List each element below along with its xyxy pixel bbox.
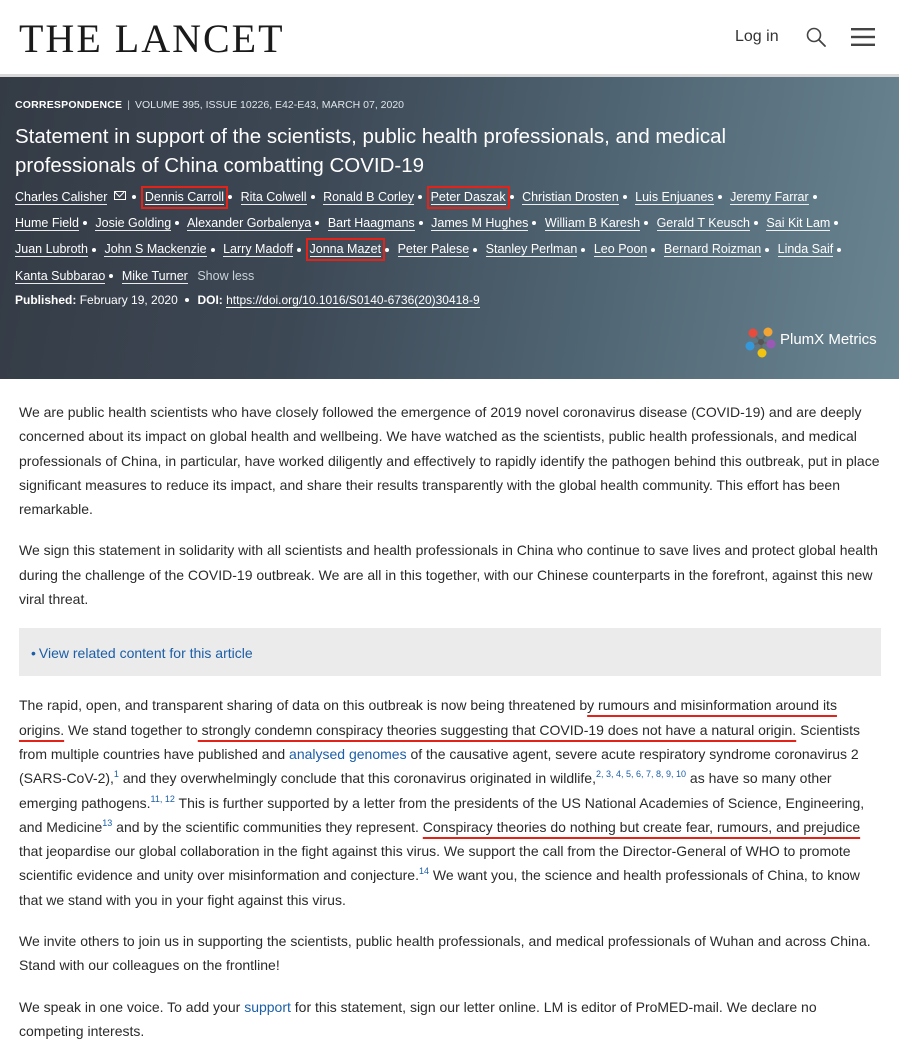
p3-text-2: We stand together to: [64, 721, 198, 738]
p3-text-4: of the causative agent, severe acute respiratory syndrome coronavirus 2 (SARS-CoV-2),: [19, 745, 859, 787]
author-link[interactable]: Peter Palese: [397, 242, 470, 257]
p3-text-8: and by the scientific communities they represent.: [112, 818, 423, 835]
author-separator-dot: [418, 195, 422, 199]
author-link[interactable]: Sai Kit Lam: [766, 216, 831, 231]
doi-label: DOI:: [197, 293, 223, 307]
related-bullet: •: [31, 645, 36, 662]
doi-link[interactable]: https://doi.org/10.1016/S0140-6736(20)30418-9: [226, 293, 480, 307]
author-separator-dot: [211, 248, 215, 252]
paragraph-1: We are public health scientists who have closely followed the emergence of 2019 novel coronavirus disease (COVID-19) and are deeply concerned about its impact on global health and wellbeing. We have watched as the scientists, public health professionals, and medical professionals of China, in particular, have worked diligently and effectively to rapidly identify the pathogen behind this outbreak, put in place significant measures to reduce its impact, and share their results transparently with the global health community. This effort has been remarkable.: [19, 404, 880, 518]
analysed-genomes-link[interactable]: analysed genomes: [289, 745, 407, 762]
show-less-authors-link[interactable]: Show less: [197, 268, 255, 283]
author-separator-dot: [510, 195, 514, 199]
author-link[interactable]: Rita Colwell: [240, 190, 307, 204]
p3-text-7: This is further supported by a letter from the presidents of the US National Academies of Science, Engineering, and Medicine: [19, 794, 865, 835]
reference-11-12[interactable]: 11, 12: [150, 793, 175, 804]
author-link[interactable]: Linda Saif: [777, 242, 834, 257]
p3-text-9: that jeopardise our global collaboration in the fight against this virus. We support the call from the Director-General of WHO to promote scientific evidence and unity over misinformation and conjecture.: [19, 843, 851, 884]
p3-text-1: The rapid, open, and transparent sharing of data on this outbreak is now being threatened b: [19, 697, 588, 714]
author-separator-dot: [175, 221, 179, 225]
author-separator-dot: [315, 221, 319, 225]
highlighted-phrase-origins: y rumours and misinformation around its origins.: [19, 697, 837, 738]
author-separator-dot: [813, 195, 817, 199]
author-separator-dot: [297, 248, 301, 252]
article-type: CORRESPONDENCE: [15, 99, 123, 111]
email-icon[interactable]: [114, 191, 126, 200]
author-link[interactable]: Larry Madoff: [223, 242, 294, 257]
p3-text-6: as have so many other emerging pathogens.: [19, 770, 832, 811]
author-separator-dot: [228, 195, 232, 199]
author-link[interactable]: William B Karesh: [544, 216, 641, 231]
article-citation[interactable]: VOLUME 395, ISSUE 10226, E42-E43, MARCH 07, 2020: [134, 99, 405, 111]
author-separator-dot: [311, 195, 315, 199]
article-header: [0, 77, 899, 379]
author-separator-dot: [834, 221, 838, 225]
author-link[interactable]: Leo Poon: [593, 242, 648, 257]
author-separator-dot: [109, 274, 113, 278]
author-separator-dot: [581, 248, 585, 252]
published-label: Published:: [15, 293, 77, 307]
plumx-label: PlumX Metrics: [780, 331, 877, 348]
author-link[interactable]: John S Mackenzie: [104, 242, 207, 257]
author-separator-dot: [765, 248, 769, 252]
published-date: February 19, 2020: [79, 293, 178, 307]
paragraph-4: We invite others to join us in supporting the scientists, public health professionals, and medical professionals of Wuhan and across China. Stand with our colleagues on the frontline!: [19, 933, 871, 974]
author-link[interactable]: Alexander Gorbalenya: [186, 216, 312, 231]
author-link[interactable]: James M Hughes: [431, 216, 529, 231]
author-link[interactable]: Mike Turner: [121, 268, 188, 283]
author-link[interactable]: Hume Field: [15, 216, 79, 231]
author-separator-dot: [718, 195, 722, 199]
author-link[interactable]: Bernard Roizman: [663, 242, 762, 257]
author-separator-dot: [473, 248, 477, 252]
p3-text-10: We want you, the science and health professionals of China, to know that we stand with you in your fight against this virus.: [19, 867, 860, 908]
paragraph-3: [19, 693, 881, 912]
author-link[interactable]: Ronald B Corley: [323, 190, 415, 204]
author-link[interactable]: Stanley Perlman: [485, 242, 578, 257]
plumx-metrics-widget[interactable]: [744, 325, 889, 357]
p3-text-5: and they overwhelmingly conclude that this coronavirus originated in wildlife,: [118, 770, 596, 787]
author-link[interactable]: Juan Lubroth: [15, 242, 88, 257]
author-separator-dot: [532, 221, 536, 225]
author-separator-dot: [623, 195, 627, 199]
article-meta: CORRESPONDENCE | VOLUME 395, ISSUE 10226, E42-E43, MARCH 07, 2020: [15, 99, 405, 111]
separator-dot: [185, 298, 189, 302]
author-separator-dot: [754, 221, 758, 225]
highlighted-phrase-conspiracy: strongly condemn conspiracy theories suggesting that COVID-19 does not have a natural origin.: [197, 721, 797, 738]
author-link[interactable]: Gerald T Keusch: [656, 216, 750, 231]
related-content-link[interactable]: View related content for this article: [38, 645, 253, 662]
reference-1[interactable]: 1: [113, 769, 119, 780]
paragraph-2: We sign this statement in solidarity with all scientists and health professionals in China who continue to save lives and protect global health during the challenge of the COVID-19 outbreak. We are all in this together, with our Chinese counterparts in the forefront, against this new viral threat.: [19, 542, 878, 608]
reference-13[interactable]: 13: [102, 817, 113, 828]
author-separator-dot: [132, 195, 136, 199]
author-separator-dot: [644, 221, 648, 225]
author-separator-dot: [385, 248, 389, 252]
author-link[interactable]: Charles Calisher: [15, 190, 108, 204]
support-link[interactable]: support: [244, 998, 291, 1015]
related-content-box: [19, 628, 881, 676]
author-link[interactable]: Bart Haagmans: [327, 216, 415, 231]
publication-info: [15, 292, 480, 308]
p5-text-1: We speak in one voice. To add your: [19, 998, 245, 1015]
author-link[interactable]: Jeremy Farrar: [730, 190, 809, 204]
author-link[interactable]: Jonna Mazet: [309, 242, 382, 257]
site-logo[interactable]: THE LANCET: [19, 16, 285, 61]
author-link[interactable]: Josie Golding: [95, 216, 172, 231]
p3-text-3: Scientists from multiple countries have published and: [19, 721, 861, 762]
p5-text-2: for this statement, sign our letter online. LM is editor of ProMED-mail. We declare no competing interests.: [19, 998, 817, 1039]
article-title: Statement in support of the scientists, public health professionals, and medical professionals of China combatting COVID-19: [15, 125, 727, 177]
search-icon[interactable]: [806, 27, 826, 47]
author-link[interactable]: Luis Enjuanes: [635, 190, 714, 204]
author-link[interactable]: Peter Daszak: [430, 190, 506, 204]
reference-2-10[interactable]: 2, 3, 4, 5, 6, 7, 8, 9, 10: [595, 769, 687, 780]
highlighted-phrase-fear: Conspiracy theories do nothing but create fear, rumours, and prejudice: [422, 818, 861, 835]
author-list: [15, 184, 885, 289]
login-link[interactable]: Log in: [735, 28, 779, 45]
reference-14[interactable]: 14: [418, 866, 429, 877]
author-separator-dot: [419, 221, 423, 225]
author-separator-dot: [651, 248, 655, 252]
author-link[interactable]: Christian Drosten: [522, 190, 619, 204]
paragraph-5: [19, 995, 881, 1044]
hamburger-menu-icon[interactable]: [851, 28, 875, 46]
author-separator-dot: [837, 248, 841, 252]
author-link[interactable]: Dennis Carroll: [144, 190, 225, 204]
site-header: [0, 0, 899, 74]
author-link[interactable]: Kanta Subbarao: [15, 268, 106, 283]
author-separator-dot: [92, 248, 96, 252]
plumx-logo-icon: [744, 325, 778, 359]
author-separator-dot: [83, 221, 87, 225]
article-body: [19, 400, 881, 1060]
